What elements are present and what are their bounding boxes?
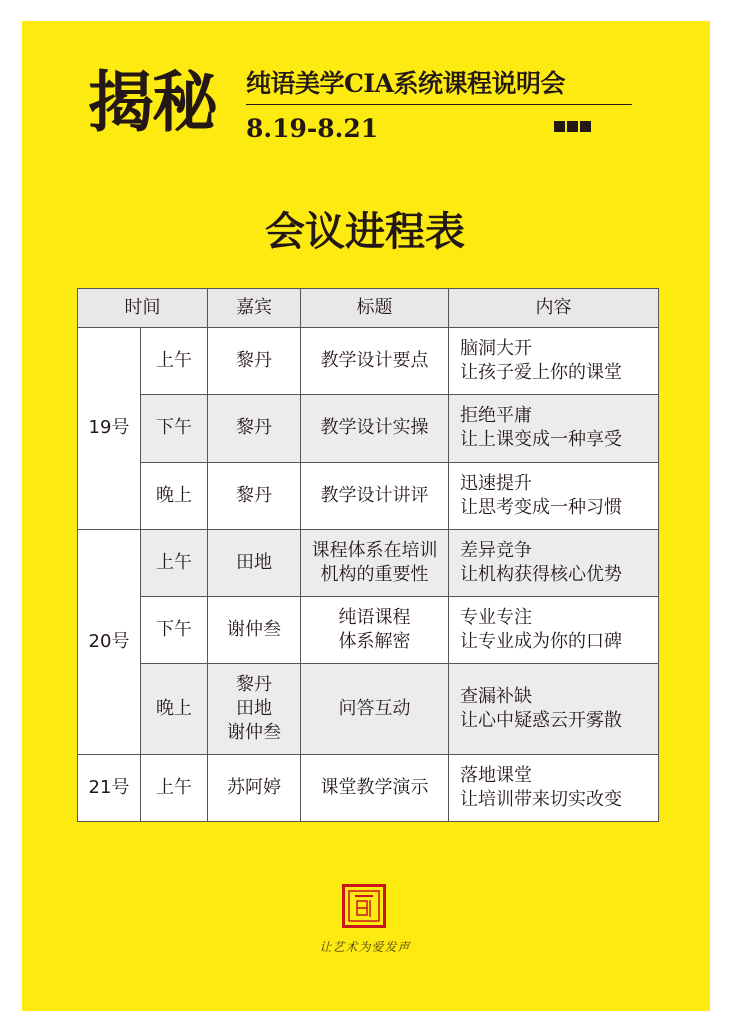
slogan-text: 让艺术为爱发声 [319,940,411,954]
content-cell-line: 让专业成为你的口碑 [460,631,622,653]
content-cell-line: 拒绝平庸 [460,405,532,427]
guest-cell-line: 黎丹 [236,350,272,372]
event-subtitle: 纯语美学CIA系统课程说明会 [246,69,565,98]
content-cell-line: 查漏补缺 [460,686,532,707]
content-cell-line: 脑洞大开 [460,338,532,360]
guest-cell-line: 黎丹 [236,674,272,695]
content-cell [449,462,659,529]
title-cell [301,328,449,395]
content-cell-line: 迅速提升 [460,472,532,494]
slot-cell: 晚上 [141,462,208,529]
guest-cell [208,462,301,529]
content-cell-line: 落地课堂 [460,764,532,786]
day-cell: 19号 [78,328,141,530]
guest-cell [208,395,301,462]
content-cell-line: 让上课变成一种享受 [460,429,622,451]
title-cell [301,664,449,754]
content-cell [449,754,659,821]
title-cell-line: 纯语课程 [338,607,411,629]
content-cell [449,328,659,395]
schedule-heading: 会议进程表 [265,209,465,255]
table-header-row [78,289,659,328]
guest-cell-line: 黎丹 [236,484,272,506]
title-cell [301,529,449,596]
guest-cell-line: 苏阿婷 [227,776,281,798]
header-title: 标题 [301,289,449,328]
header-content: 内容 [449,289,659,328]
table-row [78,462,659,529]
guest-cell [208,328,301,395]
title-cell-line: 问答互动 [338,698,411,719]
title-cell [301,462,449,529]
title-cell-line: 课程体系在培训 [311,539,438,561]
decorative-squares [554,121,593,132]
main-title: 揭秘 [88,63,216,141]
table-row [78,328,659,395]
table-row [78,754,659,821]
content-cell-line: 让培训带来切实改变 [460,788,622,810]
guest-cell [208,754,301,821]
title-cell-line: 机构的重要性 [320,563,429,585]
content-cell-line: 专业专注 [460,607,532,629]
schedule-table [77,288,659,822]
day-cell: 20号 [78,529,141,754]
table-row [78,529,659,596]
title-divider [246,104,632,105]
title-cell-line: 教学设计实操 [320,417,429,439]
slot-cell: 上午 [141,328,208,395]
guest-cell-line: 谢仲叁 [227,619,281,641]
content-cell [449,664,659,754]
day-cell: 21号 [78,754,141,821]
guest-cell-line: 田地 [236,698,272,719]
title-cell-line: 教学设计要点 [320,350,429,372]
content-cell [449,597,659,664]
content-cell-line: 让思考变成一种习惯 [460,496,622,518]
title-cell-line: 体系解密 [338,631,411,653]
guest-cell [208,529,301,596]
title-cell-line: 课堂教学演示 [320,776,429,798]
content-cell-line: 让机构获得核心优势 [460,563,622,585]
event-dates: 8.19-8.21 [246,114,379,143]
content-cell-line: 让心中疑惑云开雾散 [460,710,622,731]
guest-cell [208,664,301,754]
schedule-body [78,328,659,822]
title-cell [301,754,449,821]
slot-cell: 下午 [141,597,208,664]
slot-cell: 上午 [141,529,208,596]
table-row [78,664,659,754]
header-guest: 嘉宾 [208,289,301,328]
title-cell [301,597,449,664]
title-cell [301,395,449,462]
content-cell [449,395,659,462]
slot-cell: 下午 [141,395,208,462]
brand-logo-icon [342,884,386,928]
content-cell-line: 让孩子爱上你的课堂 [460,362,622,384]
content-cell-line: 差异竞争 [460,539,532,561]
slot-cell: 晚上 [141,664,208,754]
table-row [78,597,659,664]
guest-cell [208,597,301,664]
header-time: 时间 [78,289,208,328]
guest-cell-line: 黎丹 [236,417,272,439]
content-cell [449,529,659,596]
title-cell-line: 教学设计讲评 [320,484,429,506]
guest-cell-line: 谢仲叁 [227,722,281,743]
slot-cell: 上午 [141,754,208,821]
table-row [78,395,659,462]
guest-cell-line: 田地 [236,551,272,573]
